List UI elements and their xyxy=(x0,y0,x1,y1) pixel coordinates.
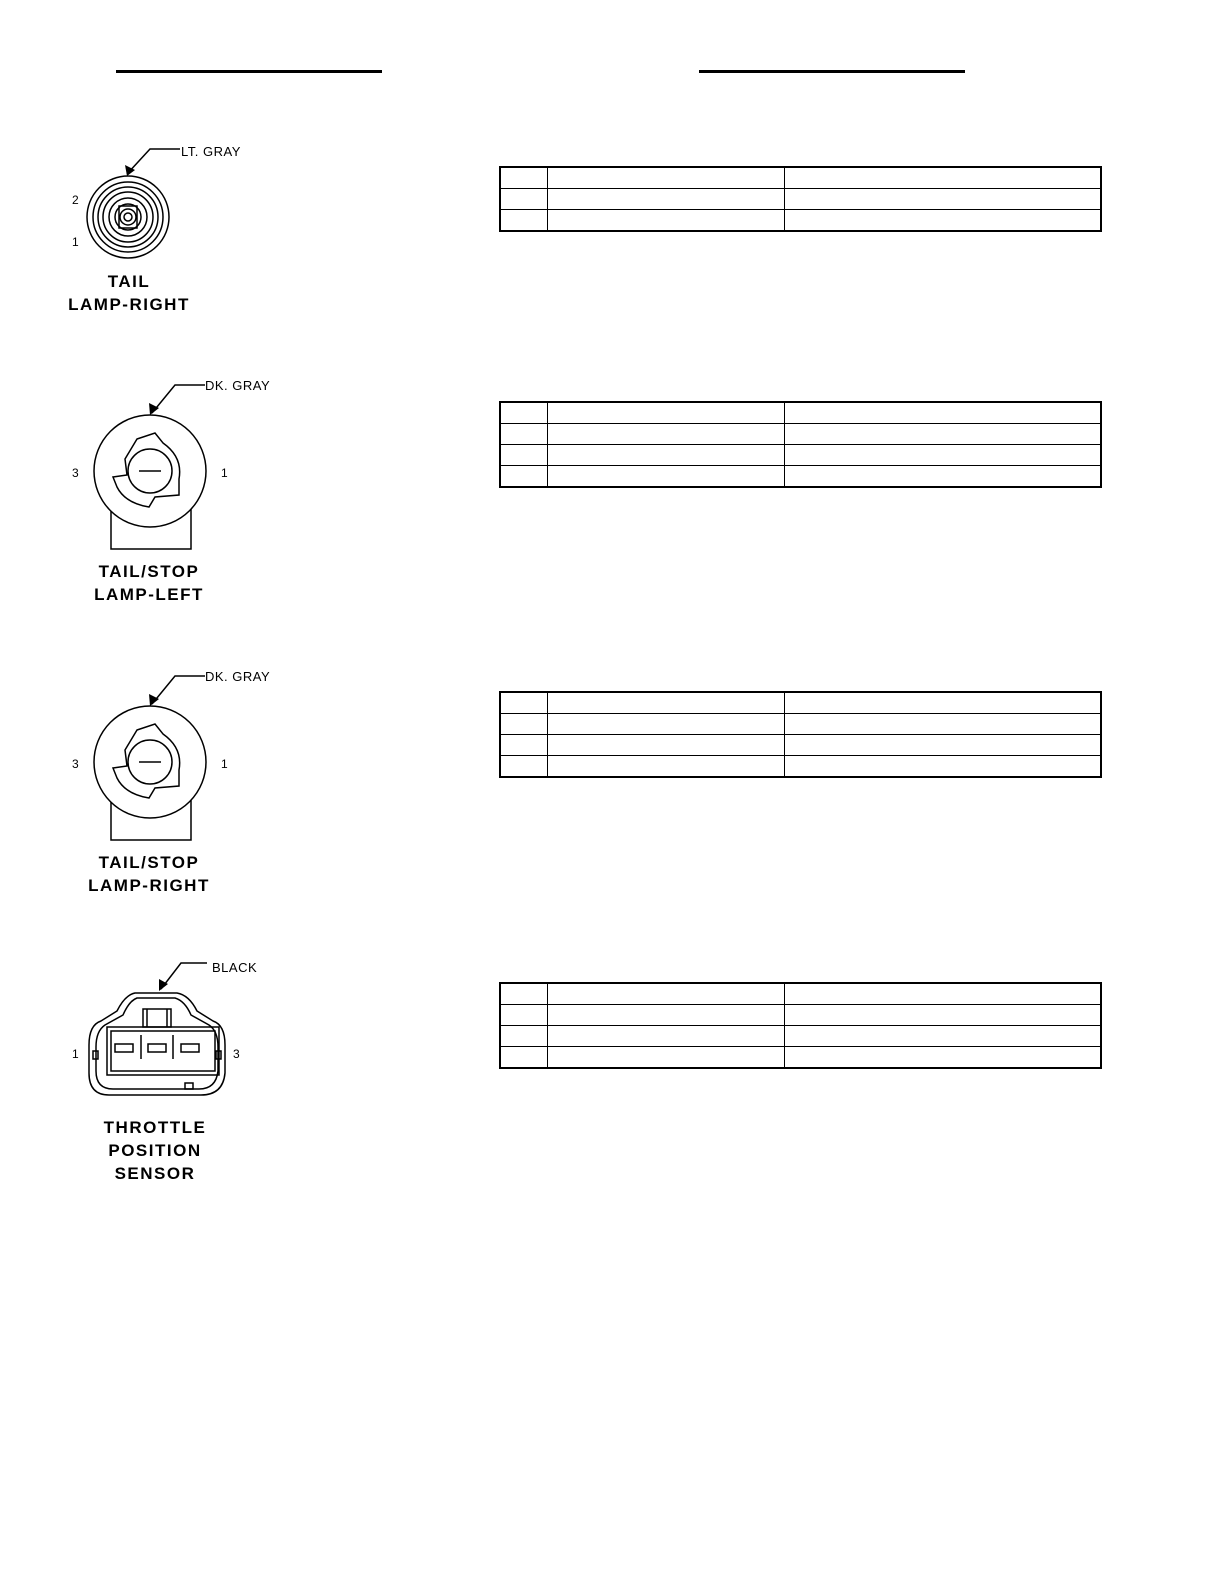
pin-label: 3 xyxy=(233,1047,240,1061)
pin-label: 1 xyxy=(72,1047,79,1061)
connector-throttle-position-sensor xyxy=(0,955,1224,1195)
rectangular-three-pin-connector-icon xyxy=(55,955,275,1105)
table-row xyxy=(500,167,1101,189)
connector-tail-stop-lamp-left xyxy=(0,375,1224,615)
pin-label: 1 xyxy=(221,466,228,480)
pin-label: 1 xyxy=(72,235,79,249)
pin-table xyxy=(499,691,1102,778)
table-row xyxy=(500,445,1101,466)
pin-label: 3 xyxy=(72,757,79,771)
table-row xyxy=(500,1026,1101,1047)
pin-label: 1 xyxy=(221,757,228,771)
connector-title: TAIL/STOP LAMP-RIGHT xyxy=(88,853,210,895)
pin-table xyxy=(499,982,1102,1069)
connector-color-label: DK. GRAY xyxy=(205,378,271,393)
header-rule-right xyxy=(699,70,965,73)
connector-tail-stop-lamp-right xyxy=(0,666,1224,906)
table-row xyxy=(500,756,1101,778)
table-row xyxy=(500,692,1101,714)
table-row xyxy=(500,466,1101,488)
table-row xyxy=(500,189,1101,210)
connector-title: TAIL/STOP LAMP-LEFT xyxy=(94,562,204,604)
pin-label: 2 xyxy=(72,193,79,207)
table-row xyxy=(500,424,1101,445)
pin-table xyxy=(499,401,1102,488)
round-three-pin-connector-icon xyxy=(55,375,275,555)
connector-color-label: BLACK xyxy=(212,960,258,975)
pin-label: 3 xyxy=(72,466,79,480)
table-row xyxy=(500,714,1101,735)
table-row xyxy=(500,402,1101,424)
table-row xyxy=(500,1005,1101,1026)
connector-color-label: LT. GRAY xyxy=(181,144,241,159)
table-row xyxy=(500,735,1101,756)
connector-tail-lamp-right xyxy=(0,140,1224,330)
connector-title: TAIL LAMP-RIGHT xyxy=(68,272,190,314)
connector-color-label: DK. GRAY xyxy=(205,669,271,684)
connector-title: THROTTLE POSITION SENSOR xyxy=(103,1118,207,1183)
connector-diagram xyxy=(55,140,255,260)
table-row xyxy=(500,210,1101,232)
table-row xyxy=(500,983,1101,1005)
connector-diagram xyxy=(55,955,275,1105)
connector-diagram xyxy=(55,375,275,555)
table-row xyxy=(500,1047,1101,1069)
header-rule-left xyxy=(116,70,382,73)
pin-table xyxy=(499,166,1102,232)
round-three-pin-connector-icon xyxy=(55,666,275,846)
connector-diagram xyxy=(55,666,275,846)
